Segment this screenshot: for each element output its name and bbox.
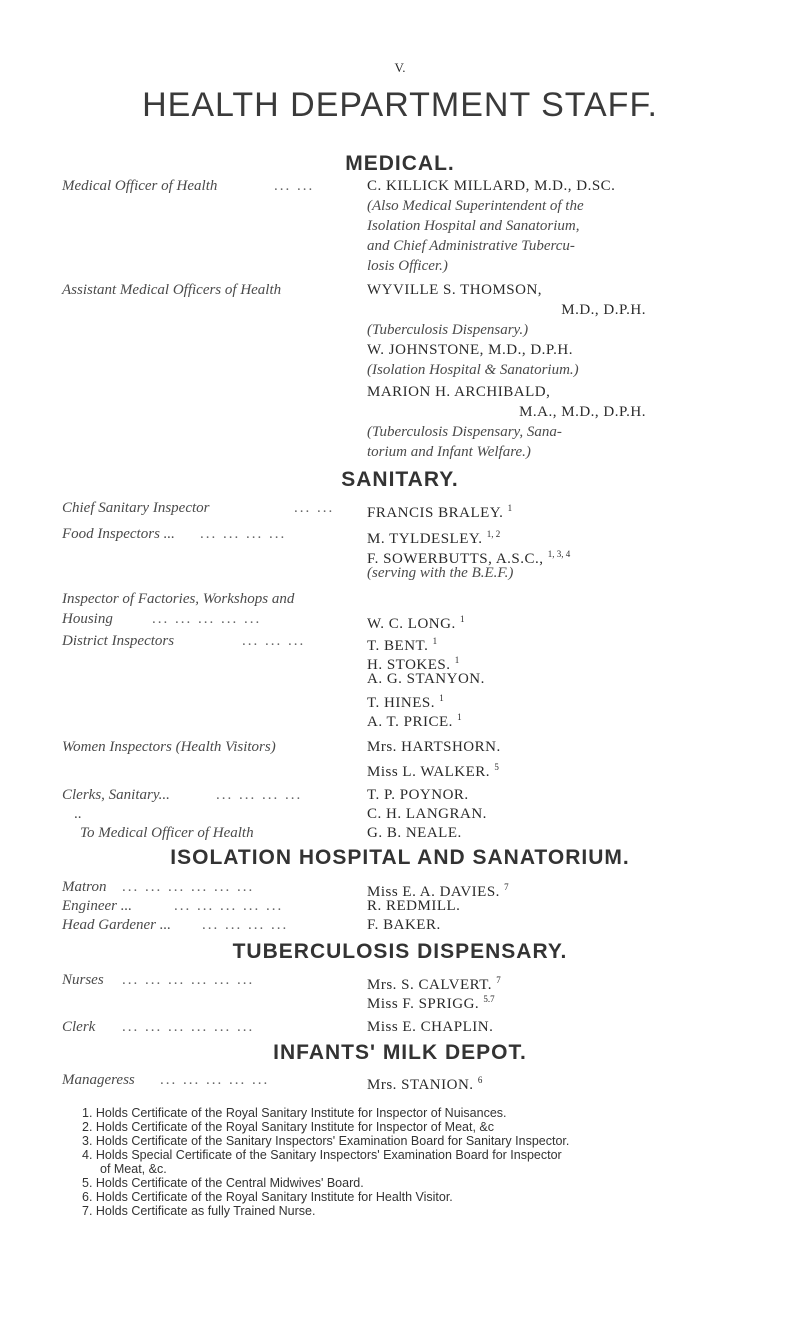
nurse2-name: Miss F. SPRIGG. $^{5.7}$: [367, 994, 495, 1012]
factories-name: W. C. LONG. $^1$: [367, 614, 465, 632]
district-name: T. HINES. $^1$: [367, 693, 444, 711]
district-row-5: [62, 706, 752, 728]
footnote-6: 6. Holds Certificate of the Royal Sanitary Institute for Health Visitor.: [82, 1190, 453, 1204]
amo3-name-line2: M.A., M.D., D.P.H.: [519, 404, 646, 420]
clerk-row: [62, 1016, 752, 1038]
amo2-name: W. JOHNSTONE, M.D., D.P.H.: [367, 342, 573, 358]
women1-name: Mrs. HARTSHORN.: [367, 739, 501, 755]
factories-label-2: Housing: [62, 611, 113, 627]
food1-name: M. TYLDESLEY. $^{1, 2}$: [367, 529, 501, 547]
matron-name: Miss E. A. DAVIES. $^7$: [367, 882, 509, 900]
leader-dots: ... ...: [274, 178, 315, 194]
engineer-name: R. REDMILL.: [367, 898, 461, 914]
amo-row: [62, 279, 752, 301]
leader-dots: ... ... ... ... ...: [152, 611, 262, 627]
ditto-mark: ..: [74, 806, 82, 822]
manageress-label: Manageress: [62, 1072, 135, 1088]
nurse2-row: [62, 988, 752, 1010]
manageress-row: [62, 1069, 752, 1091]
csi-name: FRANCIS BRALEY. $^1$: [367, 503, 513, 521]
leader-dots: ... ...: [294, 500, 335, 516]
women2-row: [62, 756, 752, 778]
moh-name: C. KILLICK MILLARD, M.D., D.SC.: [367, 178, 616, 194]
footnote-3: 3. Holds Certificate of the Sanitary Inspectors' Examination Board for Sanitary Inspector.: [82, 1134, 570, 1148]
nurse1-name: Mrs. S. CALVERT. $^7$: [367, 975, 501, 993]
section-heading-isolation: ISOLATION HOSPITAL AND SANATORIUM.: [170, 846, 630, 869]
page-number: V.: [394, 60, 406, 75]
district-name: T. BENT. $^1$: [367, 636, 438, 654]
leader-dots: ... ... ... ...: [202, 917, 289, 933]
district-name: A. G. STANYON.: [367, 671, 485, 687]
clerks1-name: T. P. POYNOR.: [367, 787, 469, 803]
amo3-name-line1: MARION H. ARCHIBALD,: [367, 384, 551, 400]
women2-name: Miss L. WALKER. $^5$: [367, 762, 499, 780]
clerk-name: Miss E. CHAPLIN.: [367, 1019, 494, 1035]
factories-row: [62, 588, 752, 610]
moh-note-4: losis Officer.): [367, 258, 448, 274]
leader-dots: ... ... ... ...: [216, 787, 303, 803]
clerks3-name: G. B. NEALE.: [367, 825, 462, 841]
section-heading-sanitary: SANITARY.: [341, 468, 459, 491]
section-heading-milk: INFANTS' MILK DEPOT.: [273, 1041, 527, 1064]
amo1-row-2: [62, 299, 752, 321]
footnote-2: 2. Holds Certificate of the Royal Sanitary Institute for Inspector of Meat, &c: [82, 1120, 494, 1134]
food-label: Food Inspectors ...: [62, 526, 175, 542]
section-heading-medical: MEDICAL.: [345, 152, 455, 175]
leader-dots: ... ... ... ... ...: [160, 1072, 270, 1088]
clerks3-label: To Medical Officer of Health: [80, 825, 254, 841]
footnote-ref: 1, 2: [486, 529, 501, 539]
csi-label: Chief Sanitary Inspector: [62, 500, 210, 516]
amo1-name-line1: WYVILLE S. THOMSON,: [367, 282, 543, 298]
amo2-note: (Isolation Hospital & Sanatorium.): [367, 362, 579, 378]
nurses-label: Nurses: [62, 972, 104, 988]
footnote-1: 1. Holds Certificate of the Royal Sanitary Institute for Inspector of Nuisances.: [82, 1106, 507, 1120]
amo1-note: (Tuberculosis Dispensary.): [367, 322, 529, 338]
district-name: H. STOKES. $^1$: [367, 655, 460, 673]
footnote-4-cont: of Meat, &c.: [100, 1162, 167, 1176]
leader-dots: ... ... ... ... ... ...: [122, 972, 255, 988]
amo3-note-1: (Tuberculosis Dispensary, Sana-: [367, 424, 562, 440]
leader-dots: ... ... ... ... ...: [174, 898, 284, 914]
moh-label: Medical Officer of Health: [62, 178, 218, 194]
clerks-label: Clerks, Sanitary...: [62, 787, 170, 803]
district-label: District Inspectors: [62, 633, 175, 649]
moh-note-3: and Chief Administrative Tubercu-: [367, 238, 575, 254]
amo3-note-2: torium and Infant Welfare.): [367, 444, 531, 460]
food2-note: (serving with the B.E.F.): [367, 565, 514, 581]
clerks2-name: C. H. LANGRAN.: [367, 806, 487, 822]
manageress-name: Mrs. STANION. $^6$: [367, 1075, 483, 1093]
footnote-ref: 1, 3, 4: [547, 549, 571, 559]
women-row: [62, 736, 752, 758]
leader-dots: ... ... ...: [242, 633, 306, 649]
factories-label-1: Inspector of Factories, Workshops and: [62, 591, 295, 607]
amo-label: Assistant Medical Officers of Health: [62, 282, 282, 298]
moh-row: [62, 175, 752, 197]
food-row: [62, 523, 752, 545]
page-title: HEALTH DEPARTMENT STAFF.: [142, 86, 658, 124]
amo1-name-line2: M.D., D.P.H.: [561, 302, 646, 318]
moh-note-1: (Also Medical Superintendent of the: [367, 198, 584, 214]
food2-name: F. SOWERBUTTS, A.S.C., $^{1, 3, 4}$: [367, 549, 571, 567]
women-label: Women Inspectors (Health Visitors): [62, 739, 276, 755]
gardener-label: Head Gardener ...: [62, 917, 172, 933]
leader-dots: ... ... ... ... ... ...: [122, 879, 255, 895]
matron-label: Matron: [62, 879, 107, 895]
clerks3-row: [62, 822, 752, 844]
amo2-row: [62, 339, 752, 361]
amo3-row-2: [62, 401, 752, 423]
footnote-5: 5. Holds Certificate of the Central Midwives' Board.: [82, 1176, 364, 1190]
leader-dots: ... ... ... ...: [200, 526, 287, 542]
clerk-label: Clerk: [62, 1019, 96, 1035]
district-name: A. T. PRICE. $^1$: [367, 712, 462, 730]
footnote-ref: 1: [507, 503, 513, 513]
moh-note-2: Isolation Hospital and Sanatorium,: [367, 218, 580, 234]
section-heading-dispensary: TUBERCULOSIS DISPENSARY.: [232, 940, 568, 963]
gardener-row: [62, 914, 752, 936]
factories-row-2: [62, 608, 752, 630]
footnote-7: 7. Holds Certificate as fully Trained Nurse.: [82, 1204, 316, 1218]
csi-row: [62, 497, 752, 519]
footnote-ref: 1: [459, 614, 465, 624]
leader-dots: ... ... ... ... ... ...: [122, 1019, 255, 1035]
amo3-row: [62, 381, 752, 403]
footnote-4: 4. Holds Special Certificate of the Sanitary Inspectors' Examination Board for Inspector: [82, 1148, 562, 1162]
engineer-label: Engineer ...: [62, 898, 132, 914]
gardener-name: F. BAKER.: [367, 917, 441, 933]
